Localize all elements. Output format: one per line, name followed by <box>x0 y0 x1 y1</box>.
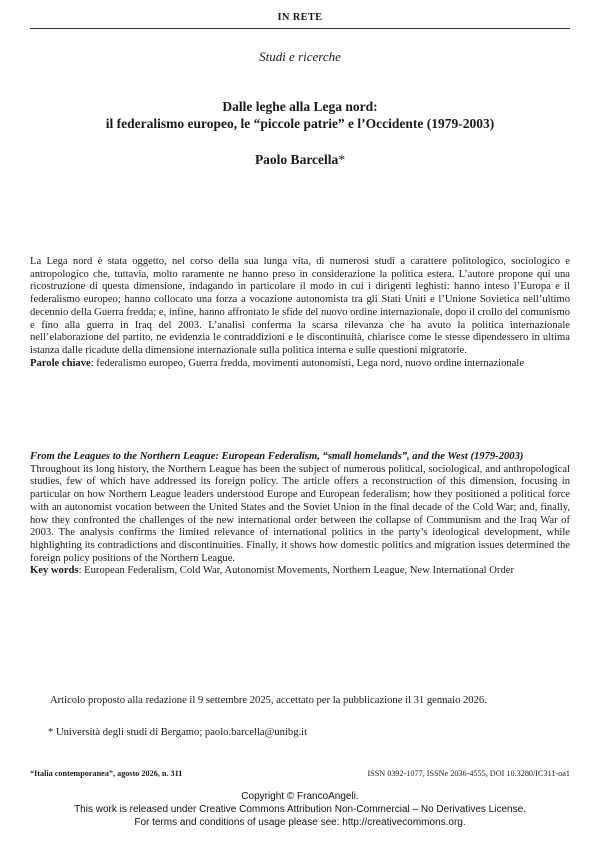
keywords-italian-list: : federalismo europeo, Guerra fredda, movimenti autonomisti, Lega nord, nuovo ordine internazionale <box>90 357 525 369</box>
article-title <box>0 98 600 132</box>
article-title-line-1: Dalle leghe alla Lega nord: <box>222 99 378 114</box>
keywords-italian-label: Parole chiave <box>30 357 91 369</box>
terms-line: For terms and conditions of usage please see: http://creativecommons.org. <box>134 817 466 828</box>
english-title: From the Leagues to the Northern League: European Federalism, “small homelands”, and the West (1979-2003) <box>30 451 524 462</box>
received-note <box>30 695 570 708</box>
author-footnote-mark: * <box>338 152 346 167</box>
issn-doi: ISSN 0392-1077, ISSNe 2036-4555, DOI 10.3280/IC311-oa1 <box>367 769 570 778</box>
abstract-italian <box>30 256 570 370</box>
header-rule <box>30 28 570 29</box>
author-affiliation: * Università degli studi di Bergamo; paolo.barcella@unibg.it <box>48 727 308 738</box>
running-header: IN RETE <box>277 12 323 23</box>
abstract-english-text: Throughout its long history, the Northern League has been the subject of numerous political, sociological, and anthropological studies, few of which have addressed its foreign policy. The article offers a reconstruction of this dimension, focusing in particular on how Northern League leaders understood Europe and European federalism; how they positioned a political force with an autonomist vocation between the United States and the Soviet Union in the final decade of the Cold War; and, finally, how they confronted the challenges of the new international order between the collapse of Communism and the Iraq War of 2003. The analysis confirms the limited relevance of international politics in the party’s ideological development, while highlighting its contradictions and discontinuities. Finally, it shows how domestic politics and migration issues determined the foreign policy positions of the Northern League. <box>30 463 570 564</box>
keywords-english-label: Key words <box>30 565 79 577</box>
keywords-italian <box>30 358 570 371</box>
abstract-english <box>30 451 570 578</box>
section-label: Studi e ricerche <box>259 49 341 64</box>
license-line: This work is released under Creative Commons Attribution Non-Commercial – No Derivatives License. <box>74 804 526 815</box>
author <box>0 152 600 168</box>
journal-citation: “Italia contemporanea”, agosto 2026, n. 311 <box>30 769 183 778</box>
abstract-italian-text: La Lega nord è stata oggetto, nel corso della sua lunga vita, di numerosi studi a carattere politologico, sociologico e antropologico che, tuttavia, molto raramente ne hanno preso in considerazione la politica estera. L’autore propone qui una ricostruzione di questa dimensione, indagando in particolare il modo in cui i dirigenti leghisti: hanno inteso l’Europa e il federalismo europeo; hanno collocato una forza a vocazione autonomista tra gli Stati Uniti e l’Unione Sovietica nell’ultimo decennio della Guerra fredda; e, infine, hanno affrontato le sfide del nuovo ordine internazionale, dopo il crollo del comunismo e fino alla guerra in Iraq del 2003. L’analisi conferma la scarsa rilevanza che ha avuto la politica internazionale nell’elaborazione del partito, ne evidenzia le contraddizioni e le discontinuità, chiarisce come le stesse dipendessero in ultima istanza dalle ricadute della dimensione internazionale sulla politica interna e sulle questioni migratorie. <box>30 256 570 356</box>
copyright-line: Copyright © FrancoAngeli. <box>241 791 359 802</box>
keywords-english-list: : European Federalism, Cold War, Autonomist Movements, Northern League, New International Order <box>78 565 514 577</box>
license-notice <box>0 790 600 829</box>
received-note-text: Articolo proposto alla redazione il 9 settembre 2025, accettato per la pubblicazione il 31 gennaio 2026. <box>50 695 487 706</box>
article-title-line-2: il federalismo europeo, le “piccole patrie” e l’Occidente (1979-2003) <box>105 116 495 131</box>
keywords-english <box>30 565 570 578</box>
author-name: Paolo Barcella <box>254 152 339 167</box>
